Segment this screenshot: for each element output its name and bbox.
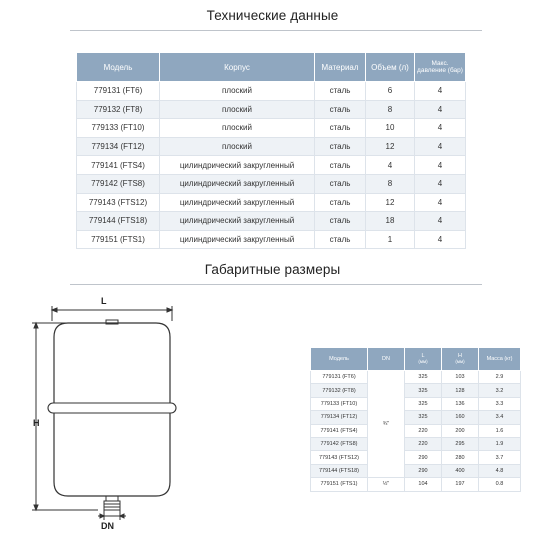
col-h-label: H xyxy=(458,352,462,359)
cell-model: 779143 (FTS12) xyxy=(77,193,160,212)
col-mass: Масса (кг) xyxy=(479,348,521,371)
cell-pressure: 4 xyxy=(415,230,466,249)
arrow-icon xyxy=(34,323,38,328)
cell-body: плоский xyxy=(160,137,315,156)
cell-l: 325 xyxy=(405,384,442,397)
cell-body: плоский xyxy=(160,82,315,101)
table-row xyxy=(77,82,466,101)
cell-mass: 4.8 xyxy=(479,464,521,477)
cell-model: 779142 (FTS8) xyxy=(311,437,368,450)
table-row xyxy=(311,424,521,437)
cell-mass: 1.6 xyxy=(479,424,521,437)
cell-pressure: 4 xyxy=(415,174,466,193)
cell-model: 779131 (FT6) xyxy=(77,82,160,101)
col-l xyxy=(405,348,442,371)
table-row xyxy=(311,397,521,410)
cell-body: плоский xyxy=(160,119,315,138)
cell-body: плоский xyxy=(160,100,315,119)
cell-h: 160 xyxy=(442,411,479,424)
cell-model: 779141 (FTS4) xyxy=(311,424,368,437)
cell-model: 779134 (FT12) xyxy=(77,137,160,156)
cell-material: сталь xyxy=(315,137,366,156)
cell-pressure: 4 xyxy=(415,82,466,101)
cell-dn: ¾" xyxy=(368,371,405,478)
cell-material: сталь xyxy=(315,119,366,138)
cell-h: 128 xyxy=(442,384,479,397)
cell-volume: 10 xyxy=(366,119,415,138)
cell-h: 136 xyxy=(442,397,479,410)
col-material: Материал xyxy=(315,53,366,82)
cell-mass: 3.2 xyxy=(479,384,521,397)
cell-model: 779142 (FTS8) xyxy=(77,174,160,193)
arrow-icon xyxy=(167,308,172,312)
cell-material: сталь xyxy=(315,156,366,175)
col-h-unit: (мм) xyxy=(455,359,465,364)
dim-label-l: L xyxy=(101,296,107,306)
tank-fitting-thread xyxy=(104,501,120,510)
cell-pressure: 4 xyxy=(415,193,466,212)
cell-l: 290 xyxy=(405,464,442,477)
cell-pressure: 4 xyxy=(415,137,466,156)
title-divider xyxy=(70,284,482,285)
cell-dn: ½" xyxy=(368,478,405,491)
table-header-row xyxy=(311,348,521,371)
col-model: Модель xyxy=(311,348,368,371)
cell-body: цилиндрический закругленный xyxy=(160,156,315,175)
cell-pressure: 4 xyxy=(415,212,466,231)
table-row xyxy=(77,174,466,193)
cell-material: сталь xyxy=(315,230,366,249)
table-row xyxy=(77,137,466,156)
cell-h: 295 xyxy=(442,437,479,450)
cell-pressure: 4 xyxy=(415,156,466,175)
cell-model: 779133 (FT10) xyxy=(311,397,368,410)
cell-model: 779141 (FTS4) xyxy=(77,156,160,175)
arrow-icon xyxy=(120,514,124,518)
cell-l: 104 xyxy=(405,478,442,491)
cell-model: 779151 (FTS1) xyxy=(77,230,160,249)
cell-mass: 3.7 xyxy=(479,451,521,464)
cell-body: цилиндрический закругленный xyxy=(160,193,315,212)
table-row xyxy=(311,371,521,384)
arrow-icon xyxy=(100,514,104,518)
col-pressure: Макс. давление (бар) xyxy=(415,53,466,82)
col-dn: DN xyxy=(368,348,405,371)
cell-model: 779144 (FTS18) xyxy=(77,212,160,231)
cell-volume: 12 xyxy=(366,193,415,212)
cell-model: 779134 (FT12) xyxy=(311,411,368,424)
cell-volume: 8 xyxy=(366,174,415,193)
cell-material: сталь xyxy=(315,174,366,193)
dim-label-h: H xyxy=(33,418,40,428)
cell-volume: 4 xyxy=(366,156,415,175)
cell-material: сталь xyxy=(315,193,366,212)
table-row xyxy=(77,212,466,231)
cell-l: 220 xyxy=(405,424,442,437)
cell-volume: 8 xyxy=(366,100,415,119)
table-row xyxy=(311,384,521,397)
cell-mass: 2.9 xyxy=(479,371,521,384)
cell-pressure: 4 xyxy=(415,100,466,119)
col-l-label: L xyxy=(421,352,425,359)
table-row xyxy=(311,451,521,464)
arrow-icon xyxy=(34,505,38,510)
cell-pressure: 4 xyxy=(415,119,466,138)
cell-mass: 3.3 xyxy=(479,397,521,410)
cell-h: 280 xyxy=(442,451,479,464)
tank-band xyxy=(48,403,176,413)
dim-label-dn: DN xyxy=(101,521,114,531)
table-header-row xyxy=(77,53,466,82)
table-row xyxy=(77,156,466,175)
cell-model: 779132 (FT8) xyxy=(77,100,160,119)
cell-model: 779131 (FT6) xyxy=(311,371,368,384)
cell-l: 325 xyxy=(405,411,442,424)
table-row xyxy=(311,478,521,491)
cell-body: цилиндрический закругленный xyxy=(160,230,315,249)
cell-l: 220 xyxy=(405,437,442,450)
cell-model: 779144 (FTS18) xyxy=(311,464,368,477)
tank-drawing xyxy=(22,290,202,540)
cell-body: цилиндрический закругленный xyxy=(160,212,315,231)
col-l-unit: (мм) xyxy=(418,359,428,364)
table-row xyxy=(311,411,521,424)
col-volume: Объем (л) xyxy=(366,53,415,82)
cell-mass: 0.8 xyxy=(479,478,521,491)
cell-volume: 18 xyxy=(366,212,415,231)
cell-model: 779143 (FTS12) xyxy=(311,451,368,464)
cell-mass: 1.9 xyxy=(479,437,521,450)
arrow-icon xyxy=(52,308,57,312)
cell-material: сталь xyxy=(315,100,366,119)
title-divider xyxy=(70,30,482,31)
cell-h: 200 xyxy=(442,424,479,437)
table-row xyxy=(311,464,521,477)
cell-material: сталь xyxy=(315,212,366,231)
cell-volume: 6 xyxy=(366,82,415,101)
cell-h: 103 xyxy=(442,371,479,384)
cell-h: 197 xyxy=(442,478,479,491)
tank-fitting xyxy=(106,496,118,501)
cell-h: 400 xyxy=(442,464,479,477)
tech-data-table xyxy=(76,52,466,249)
cell-l: 325 xyxy=(405,397,442,410)
cell-l: 325 xyxy=(405,371,442,384)
cell-body: цилиндрический закругленный xyxy=(160,174,315,193)
table-row xyxy=(77,193,466,212)
cell-volume: 12 xyxy=(366,137,415,156)
table-row xyxy=(77,100,466,119)
cell-l: 290 xyxy=(405,451,442,464)
dimensions-title: Габаритные размеры xyxy=(204,262,341,277)
cell-mass: 3.4 xyxy=(479,411,521,424)
cell-model: 779133 (FT10) xyxy=(77,119,160,138)
table-row xyxy=(77,230,466,249)
tech-data-title: Технические данные xyxy=(206,8,339,23)
cell-volume: 1 xyxy=(366,230,415,249)
table-row xyxy=(311,437,521,450)
col-model: Модель xyxy=(77,53,160,82)
dimensions-table xyxy=(310,347,521,492)
cell-model: 779132 (FT8) xyxy=(311,384,368,397)
cell-material: сталь xyxy=(315,82,366,101)
table-row xyxy=(77,119,466,138)
col-body: Корпус xyxy=(160,53,315,82)
cell-model: 779151 (FTS1) xyxy=(311,478,368,491)
col-h xyxy=(442,348,479,371)
